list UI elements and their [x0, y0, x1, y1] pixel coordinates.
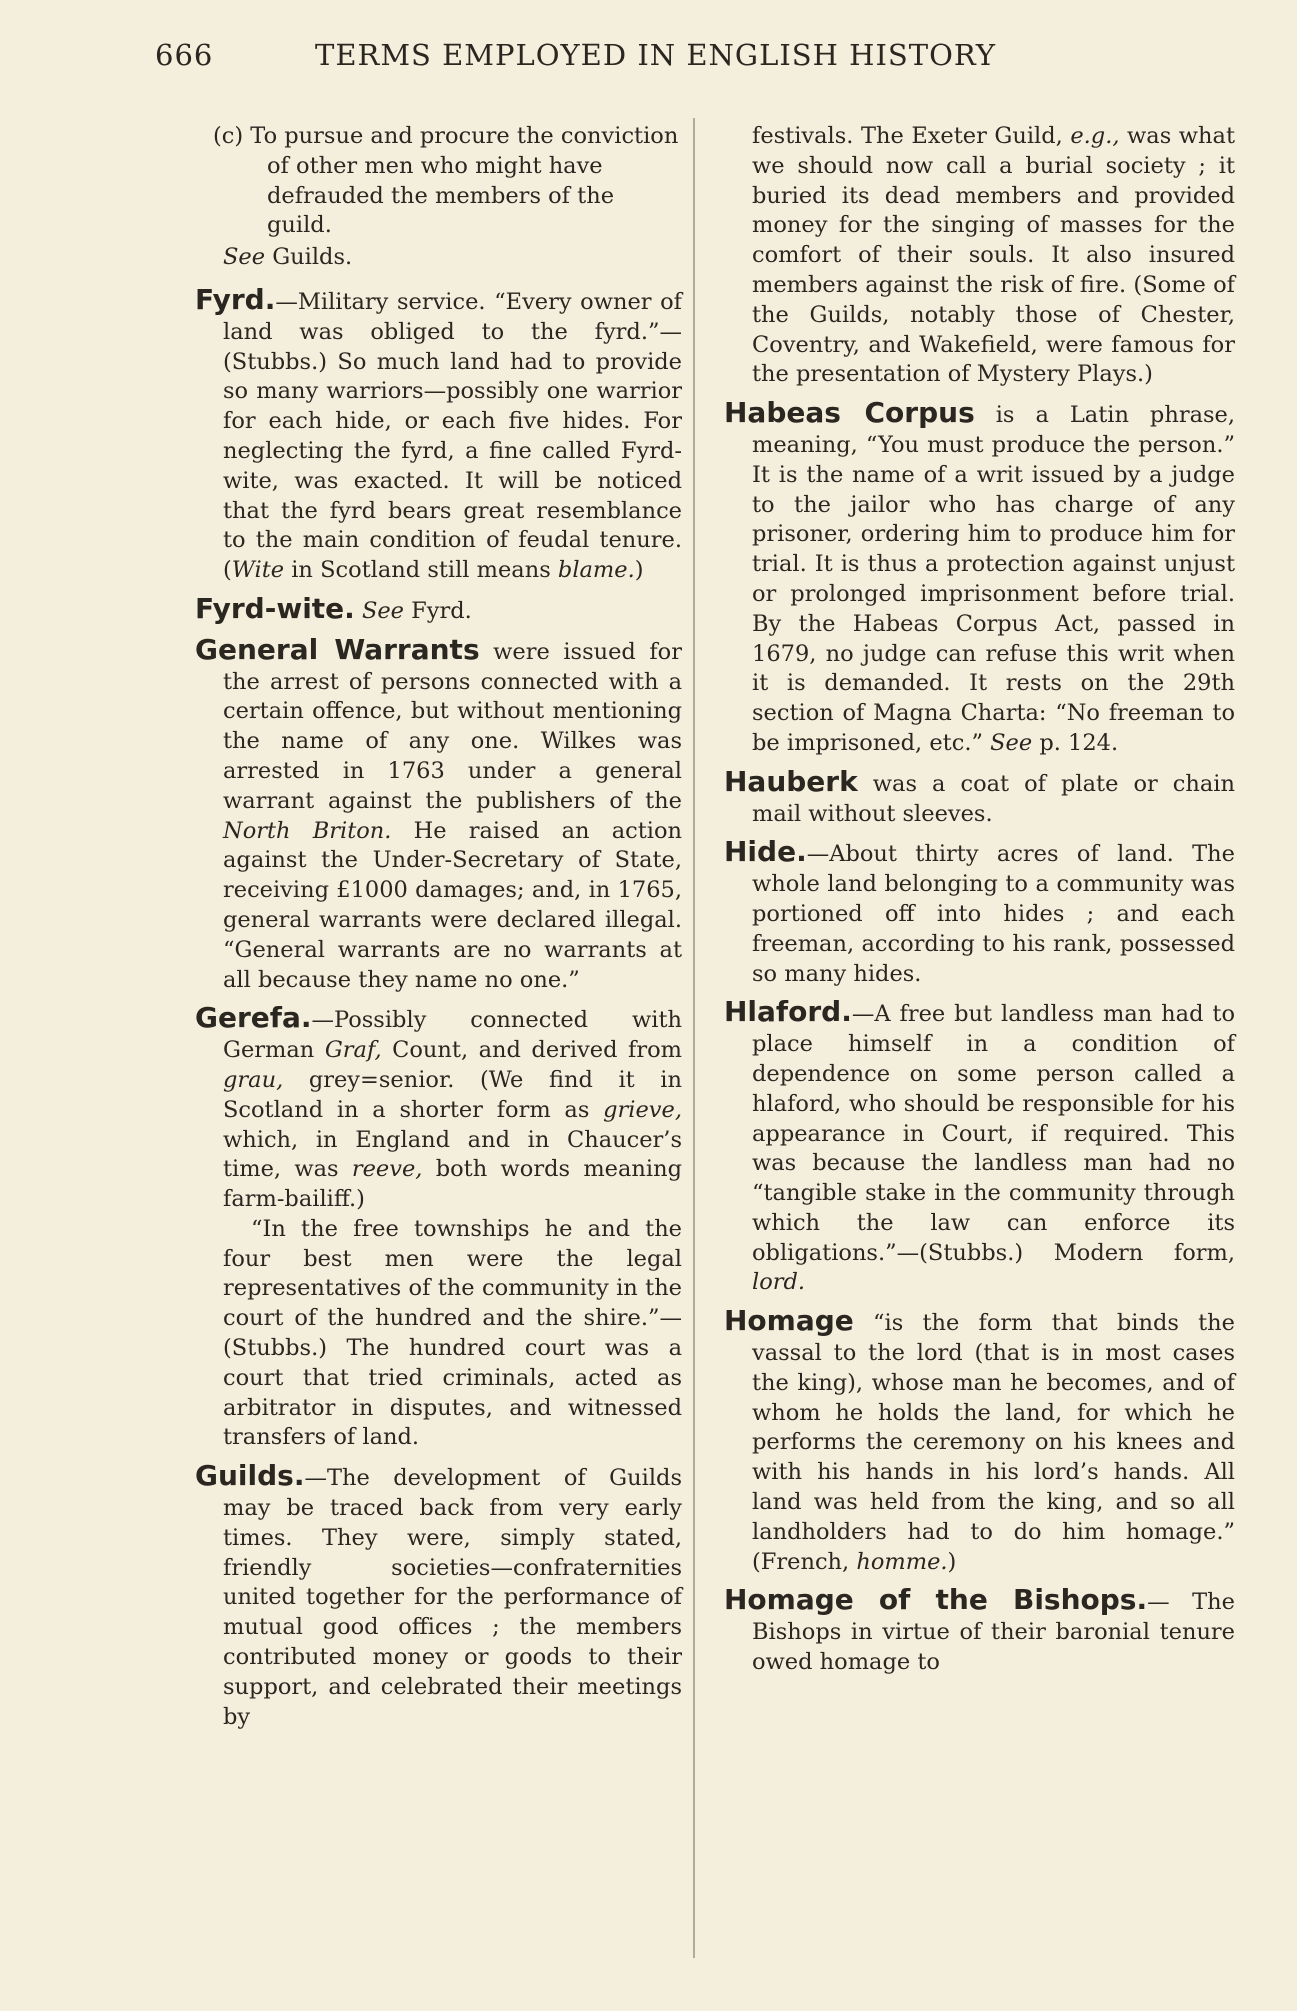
- entry-text: were issued for the arrest of persons connected with a certain offence, but without mentioning the name of any one. Wilkes was arrested in 1763 under a general warrant against the publishers of the: [223, 638, 682, 814]
- headword-hlaford: Hlaford.: [724, 995, 852, 1029]
- entry-text: grey=senior. (We find it in Scotland in a shorter form as: [223, 1066, 682, 1123]
- entry-text: “is the form that binds the vassal to the lord (that is in most cases the king), whose man he becomes, and of whom he holds the land, for which he performs the ceremony on his knees and with his hands in his lord’s hands. All land was held from the king, and so all landholders had to do him homage.” (French,: [752, 1310, 1235, 1575]
- headword-general-warrants: General Warrants: [195, 632, 480, 666]
- entry-text: ): [947, 1548, 957, 1575]
- entry-text: is a Latin phrase, meaning, “You must produce the person.” It is the name of a writ issued by a judge to the jailor who has charge of any prisoner, ordering him to produce him for trial. It is thus a protection against unjust or prolonged imprisonment before trial. By the Habeas Corpus Act, passed in 1679, no judge can refuse this writ when it is demanded. It rests on the 29th section of Magna Charta: “No freeman to be imprisoned, etc.”: [752, 402, 1236, 756]
- entry-text: He raised an action against the Under-Secretary of State, receiving £1000 damages; and, in 1765, general warrants were declared illegal. “General warrants are no warrants at all because they name no one.”: [223, 817, 682, 993]
- headword-habeas-corpus: Habeas Corpus: [724, 396, 975, 430]
- entry-habeas-corpus: [724, 398, 1235, 759]
- entry-homage-of-the-bishops: [724, 1585, 1235, 1677]
- see-label: See: [361, 597, 404, 624]
- right-column: [724, 122, 1235, 1686]
- italic-term: grieve,: [603, 1096, 682, 1123]
- italic-term: reeve,: [351, 1156, 423, 1183]
- headword-fyrd: Fyrd.: [195, 282, 276, 316]
- entry-text: —About thirty acres of land. The whole land belonging to a community was portioned off into hides ; and each freeman, according to his rank, possessed so many hides.: [752, 841, 1235, 987]
- see-ref: Fyrd.: [411, 597, 472, 624]
- entry-text: Count, and derived from: [381, 1037, 683, 1064]
- page-header: [155, 38, 1055, 78]
- italic-term: blame.: [557, 557, 635, 584]
- headword-homage-of-the-bishops: Homage of the Bishops.: [724, 1583, 1148, 1617]
- entry-hauberk: [724, 764, 1235, 830]
- entry-text: —Military service. “Every owner of land was obliged to the fyrd.”—(Stubbs.) So much land had to provide so many warriors—possibly one warrior for each hide, or each five hides. For neglecting the fyrd, a fine called Fyrd-wite, was exacted. It will be noticed that the fyrd bears great resemblance to the main condition of feudal tenure. (: [223, 288, 682, 584]
- headword-guilds: Guilds.: [195, 1459, 305, 1493]
- entry-homage: [724, 1306, 1235, 1577]
- running-title: TERMS EMPLOYED IN ENGLISH HISTORY: [315, 38, 996, 72]
- italic-term: North Briton.: [223, 817, 392, 844]
- entry-fyrd-wite: [195, 591, 682, 627]
- column-divider: [693, 118, 695, 1958]
- see-label: See: [223, 244, 266, 271]
- entry-hlaford: [724, 997, 1235, 1298]
- entry-gerefa: [195, 1003, 682, 1215]
- entry-text: —The development of Guilds may be traced back from very early times. They were, simply stated, friendly societies—confraternities united together for the performance of mutual good offices ; the members contributed money or goods to their support, and celebrated their meetings by: [223, 1465, 682, 1730]
- entry-text: was what we should now call a burial society ; it buried its dead members and provided money for the singing of masses for the comfort of their souls. It also insured members against the risk of fire. (Some of the Guilds, notably those of Chester, Coventry, and Wakefield, were famous for the presentation of Mystery Plays.): [752, 123, 1235, 388]
- entry-text: festivals. The Exeter Guild,: [752, 123, 1071, 149]
- guilds-cross-reference: [195, 243, 682, 273]
- entry-text: both words meaning farm-bailiff.): [223, 1156, 682, 1213]
- entry-text: which, in England and in Chaucer’s time, was: [223, 1126, 682, 1183]
- headword-hide: Hide.: [724, 835, 807, 869]
- see-label: See: [990, 729, 1033, 756]
- entry-text: in Scotland still means: [284, 557, 558, 584]
- entry-text: was a coat of plate or chain mail without sleeves.: [752, 770, 1235, 827]
- italic-term: grau,: [223, 1066, 284, 1093]
- entry-text: — The Bishops in virtue of their baronial tenure owed homage to: [752, 1589, 1235, 1676]
- italic-term: lord.: [752, 1269, 806, 1296]
- guild-purpose-c: (c) To pursue and procure the conviction of other men who might have defrauded the members of the guild.: [213, 123, 679, 239]
- italic-term: homme.: [856, 1548, 948, 1575]
- guilds-continued: [752, 122, 1235, 390]
- entry-text: ): [634, 557, 644, 584]
- see-ref: p. 124.: [1032, 729, 1119, 756]
- left-column: [195, 122, 682, 1740]
- entry-fyrd: [195, 282, 682, 586]
- entry-text: —Possibly connected with German: [223, 1007, 682, 1064]
- page-number: 666: [155, 38, 214, 72]
- entry-general-warrants: [195, 632, 682, 996]
- italic-term: Wite: [231, 557, 285, 584]
- entry-guilds: [195, 1461, 682, 1732]
- headword-fyrd-wite: Fyrd-wite.: [195, 591, 355, 625]
- italic-term: e.g.,: [1070, 123, 1120, 149]
- see-ref: Guilds.: [272, 244, 353, 271]
- gerefa-paragraph-2: “In the free townships he and the four best men were the legal representatives of the community in the court of the hundred and the shire.”—(Stubbs.) The hundred court was a court that tried criminals, acted as arbitrator in disputes, and witnessed transfers of land.: [223, 1215, 682, 1451]
- italic-term: Graf,: [324, 1037, 382, 1064]
- entry-text: —A free but landless man had to place himself in a condition of dependence on some person called a hlaford, who should be responsible for his appearance in Court, if required. This was because the landless man had no “tangible stake in the community through which the law can enforce its obligations.”—(Stubbs.) Modern form,: [752, 1001, 1235, 1266]
- headword-hauberk: Hauberk: [724, 764, 858, 798]
- headword-gerefa: Gerefa.: [195, 1001, 312, 1035]
- entry-hide: [724, 837, 1235, 989]
- headword-homage: Homage: [724, 1304, 854, 1338]
